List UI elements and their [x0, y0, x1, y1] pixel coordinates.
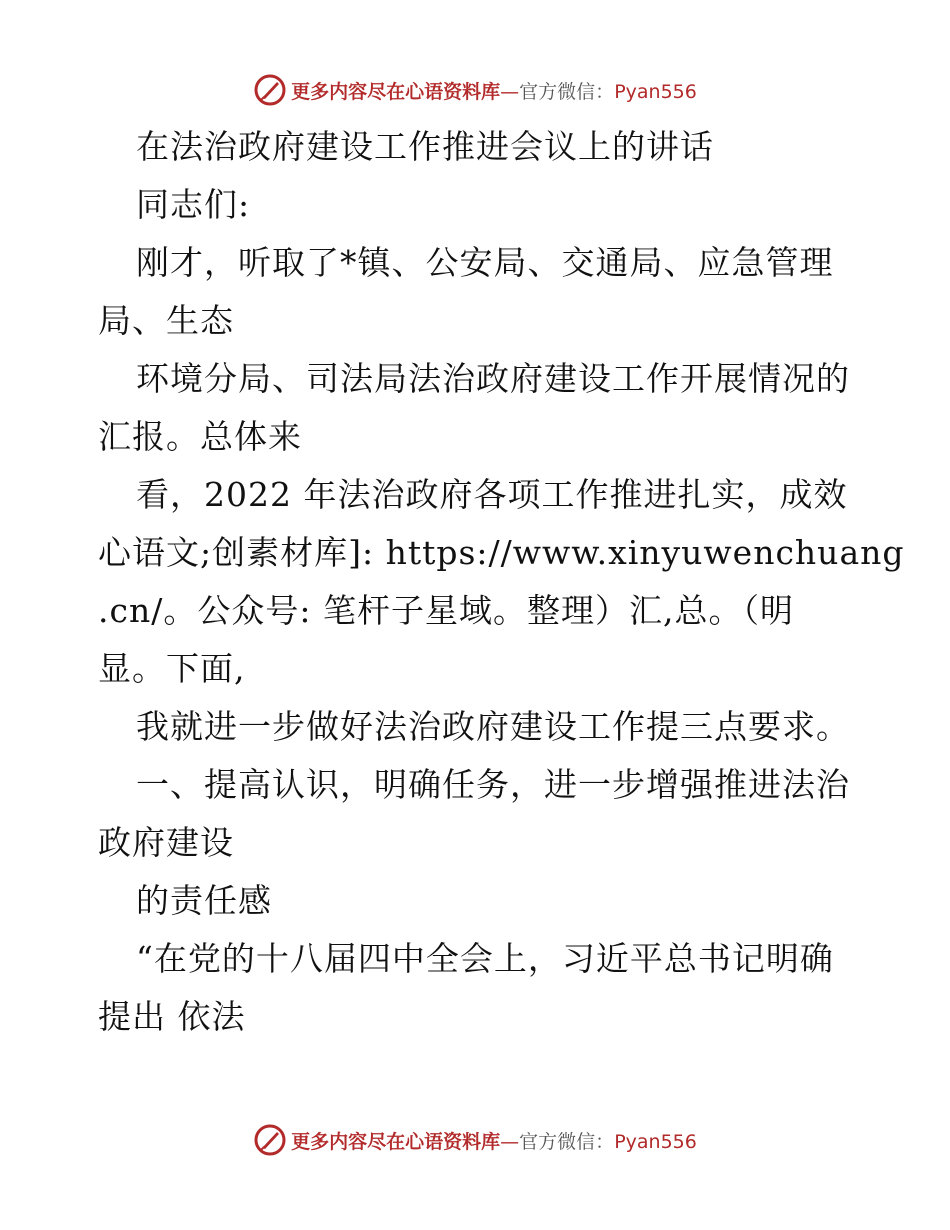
- document-body: [98, 118, 905, 1046]
- text-line: 环境分局、司法局法治政府建设工作开展情况的: [136, 359, 850, 398]
- footer-banner-separator: —: [500, 1130, 520, 1153]
- header-banner-main: 更多内容尽在心语资料库: [291, 80, 501, 103]
- footer-banner-handle: Pyan556: [614, 1130, 697, 1153]
- text-line: 显。下面,: [98, 649, 246, 688]
- quill-logo-icon: [253, 73, 287, 107]
- section-heading-continued: 的责任感: [136, 881, 272, 920]
- text-line: 心语文;创素材库]: https://www.xinyuwenchuang: [98, 533, 905, 572]
- text-line: 我就进一步做好法治政府建设工作提三点要求。: [136, 707, 850, 746]
- footer-banner: [0, 1120, 950, 1160]
- header-banner-label: 官方微信：: [519, 80, 615, 103]
- text-line: 汇报。总体来: [98, 417, 302, 456]
- salutation: 同志们:: [136, 185, 251, 224]
- header-banner: [0, 70, 950, 110]
- section-heading-continued: 政府建设: [98, 823, 234, 862]
- text-line: 提出 依法: [98, 997, 246, 1036]
- footer-banner-main: 更多内容尽在心语资料库: [291, 1130, 501, 1153]
- header-banner-separator: —: [500, 80, 520, 103]
- header-banner-handle: Pyan556: [614, 80, 697, 103]
- document-title: 在法治政府建设工作推进会议上的讲话: [136, 127, 714, 166]
- quill-logo-icon: [253, 1123, 287, 1157]
- section-heading: 一、提高认识，明确任务，进一步增强推进法治: [136, 765, 850, 804]
- text-line: “在党的十八届四中全会上，习近平总书记明确: [136, 939, 834, 978]
- footer-banner-label: 官方微信：: [519, 1130, 615, 1153]
- text-line: 刚才，听取了*镇、公安局、交通局、应急管理: [136, 243, 834, 282]
- text-line: .cn/。公众号: 笔杆子星域。整理）汇,总。（明: [98, 591, 794, 630]
- text-line: 看，2022 年法治政府各项工作推进扎实，成效: [136, 475, 848, 514]
- text-line: 局、生态: [98, 301, 234, 340]
